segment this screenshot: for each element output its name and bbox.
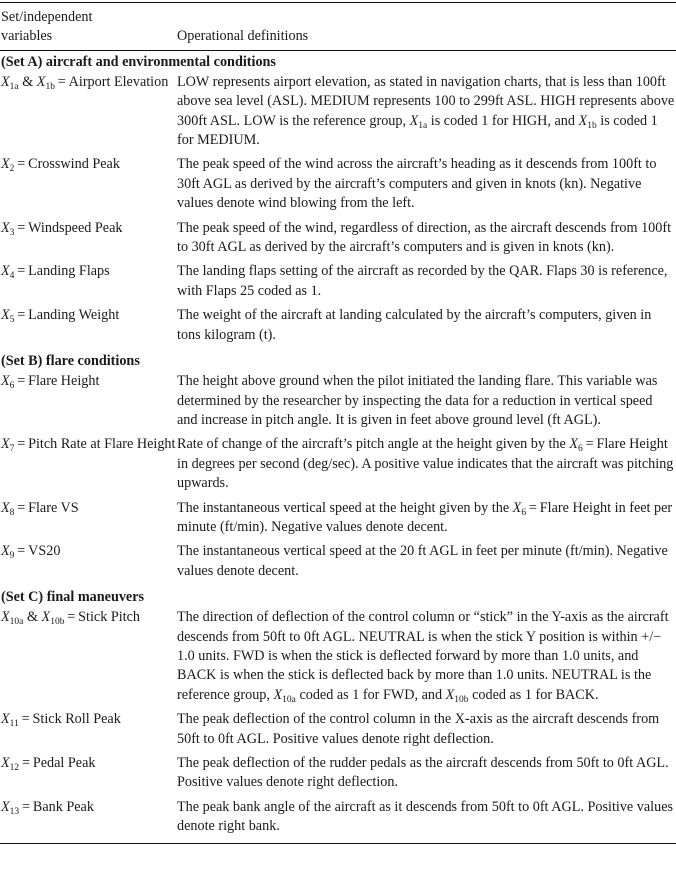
variable-definition: The landing flaps setting of the aircraft as recorded by the QAR. Flaps 30 is reference, with Flaps 25 coded as 1. <box>177 263 668 299</box>
variable-definition: The peak deflection of the rudder pedals as the aircraft descends from 50ft to 0ft AGL. Positive values denote right deflection. <box>177 755 669 791</box>
table-row <box>0 542 676 581</box>
table-header <box>0 3 676 50</box>
variable-name: $X_4$ = Landing Flaps <box>1 263 110 282</box>
variable-name: $X_2$ = Crosswind Peak <box>1 156 120 175</box>
table-row <box>0 798 676 837</box>
variable-definition: The peak bank angle of the aircraft as it descends from 50ft to 0ft AGL. Positive values denote right bank. <box>177 798 674 835</box>
variable-name: $X_{11}$ = Stick Roll Peak <box>1 711 121 730</box>
header-col1-line1: Set/independent <box>1 9 93 25</box>
variable-definition: The peak speed of the wind across the aircraft’s heading as it descends from 100ft to 30ft AGL as derived by the aircraft’s computers and given in knots (kn). Negative values denote wind blowing from the left. <box>177 156 657 212</box>
table-body <box>0 51 676 837</box>
header-definitions: Operational definitions <box>177 28 309 44</box>
header-variables <box>1 8 177 47</box>
variable-definition: The weight of the aircraft at landing calculated by the aircraft’s computers, given in tons kilogram (t). <box>177 307 652 343</box>
table-row <box>0 435 676 493</box>
variable-name: $X_{10a}$ & $X_{10b}$ = Stick Pitch <box>1 609 141 628</box>
bottom-rule <box>0 843 676 844</box>
variable-name: $X_{13}$ = Bank Peak <box>1 798 94 817</box>
variable-name: $X_{1a}$ & $X_{1b}$ = Airport Elevation <box>1 73 169 92</box>
table-row <box>0 754 676 793</box>
variable-name: $X_9 = VS20$ <box>1 543 61 562</box>
table-row <box>0 219 676 258</box>
variable-definition: The peak speed of the wind, regardless of direction, as the aircraft descends from 100ft to 30ft AGL as derived by the aircraft’s computers and is given in knots (kn). <box>177 219 672 256</box>
variable-name: $X_5$ = Landing Weight <box>1 307 120 326</box>
variable-definition: The peak deflection of the control column in the X-axis as the aircraft descends from 50ft to 0ft AGL. Positive values denote right deflection. <box>177 711 660 747</box>
table-row <box>0 608 676 705</box>
table-row <box>0 306 676 345</box>
table-row <box>0 262 676 301</box>
variable-definition: The height above ground when the pilot initiated the landing flare. This variable was determined by the researcher by inspecting the data for a reduction in vertical speed and increase in pitch angle. It is given in feet above ground level (ft AGL). <box>177 373 658 428</box>
variable-definition: The direction of deflection of the control column or “stick” in the Y-axis as the aircraft descends from 50ft to 0ft AGL. NEUTRAL is when the stick Y position is within +/− 1.0 units. FWD is when the stick is deflected forward by more than 1.0 units, and BACK is when the stick is deflected back by more than 1.0 units. NEUTRAL is the reference group, $X_{10a}$ coded as 1 for FWD, and $X_{10b}$ coded as 1 for BACK. <box>177 609 669 705</box>
variable-name: $X_8$ = Flare VS <box>1 499 79 518</box>
definitions-table <box>0 2 676 844</box>
table-row <box>0 372 676 430</box>
variable-name: $X_3$ = Windspeed Peak <box>1 219 123 238</box>
table-row <box>0 710 676 749</box>
variable-definition: The instantaneous vertical speed at the 20 ft AGL in feet per minute (ft/min). Negative values denote decent. <box>177 543 668 579</box>
header-col1-line2: variables <box>1 28 53 45</box>
section-title-b: (Set B) flare conditions <box>1 353 140 370</box>
table-row <box>0 155 676 213</box>
variable-name: $X_{12}$ = Pedal Peak <box>1 755 96 773</box>
variable-name: $X_6$ = Flare Height <box>1 373 100 392</box>
variable-definition: The instantaneous vertical speed at the height given by the $X_6$ = Flare Height in feet per minute (ft/min). Negative values denote decent. <box>177 499 673 535</box>
variable-definition: LOW represents airport elevation, as stated in navigation charts, that is less than 100ft above sea level (ASL). MEDIUM represents 100 to 299ft ASL. HIGH represents above 300ft ASL. LOW is the reference group, $X_{1a}$ is coded 1 for HIGH, and $X_{1b}$ is coded 1 for MEDIUM. <box>177 73 675 149</box>
variable-name: $X_7$ = Pitch Rate at Flare Height <box>1 436 176 455</box>
section-title-a: (Set A) aircraft and environmental conditions <box>1 53 276 70</box>
table-row <box>0 499 676 538</box>
variable-definition: Rate of change of the aircraft’s pitch angle at the height given by the $X_6$ = Flare Height in degrees per second (deg/sec). A positive value indicates that the aircraft was pitching upwards. <box>177 436 674 492</box>
table-row <box>0 73 676 151</box>
section-title-c: (Set C) final maneuvers <box>1 589 145 606</box>
